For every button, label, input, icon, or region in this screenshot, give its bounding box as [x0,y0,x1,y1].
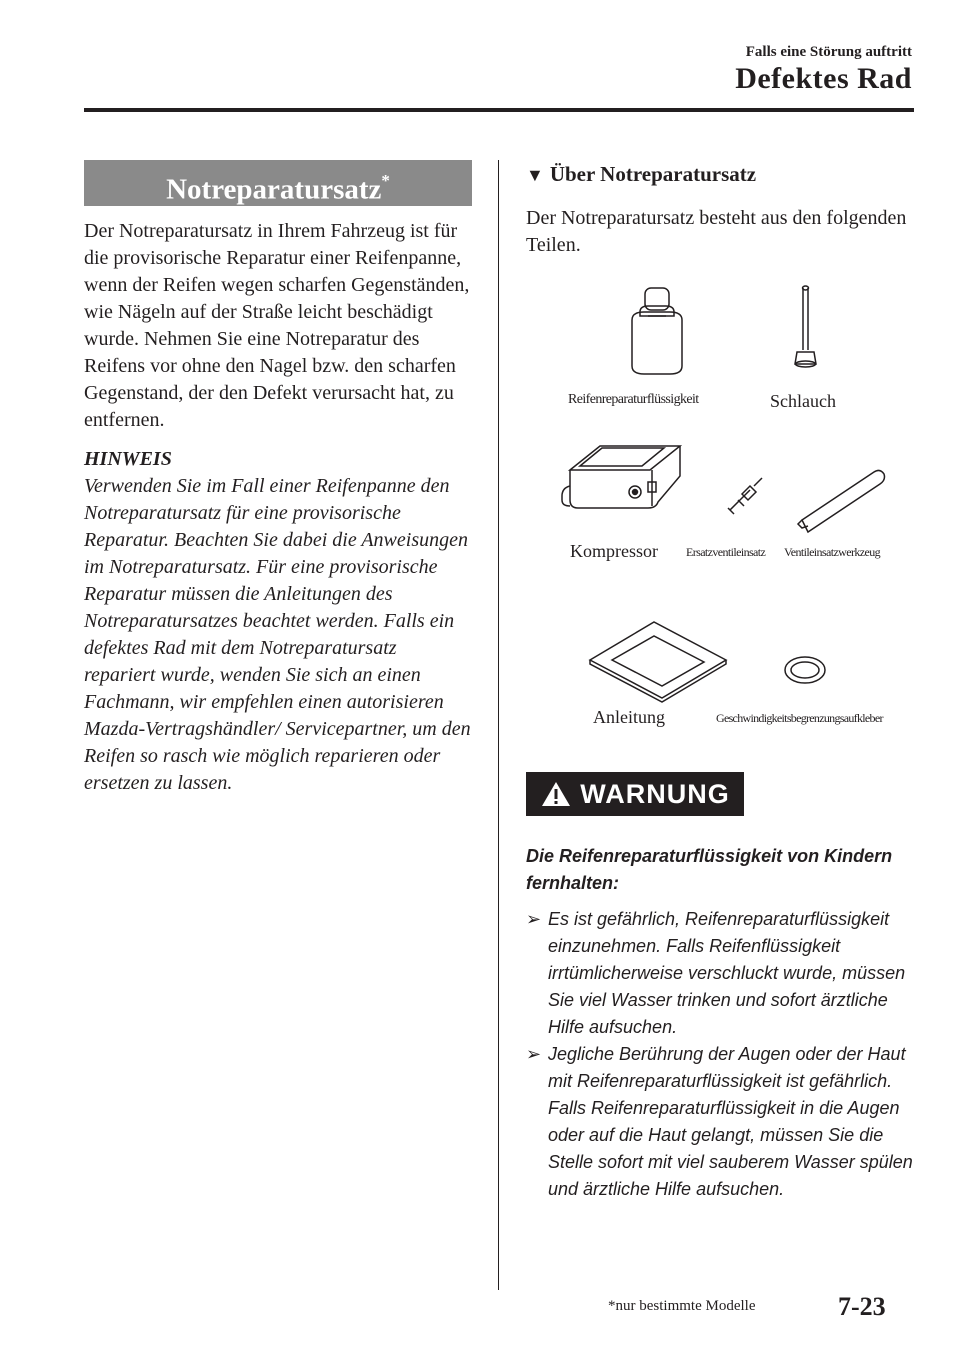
bottle-icon [632,288,682,374]
model-footnote-mark: * [381,171,390,190]
valve-core-icon [728,478,762,514]
warning-bullet [526,1041,920,1203]
section-title-text: Notreparatursatz [166,173,382,206]
part-label-hose: Schlauch [770,391,836,411]
note-text: Verwenden Sie im Fall einer Reifenpanne den Notreparatursatz für eine provisorische Reparatur. Beachten Sie dabei die Anweisungen im Notreparatursatz. Für eine provisorische Reparatur müssen die Anleitungen des Notreparatursatzes beachtet werden. Falls ein defektes Rad mit dem Notreparatursatz repariert wurde, wenden Sie sich an einen Fachmann, wir empfehlen einen autorisieren Mazda-Vertragshändler/ Servicepartner, um den Reifen so rasch wie möglich reparieren oder ersetzen zu lassen. [84,475,471,794]
sub-heading [526,160,918,189]
warning-heading: Die Reifenreparaturflüssigkeit von Kindern fernhalten: [526,846,893,893]
warning-triangle-icon [540,780,572,808]
part-label-valve-tool: Ventileinsatzwerkzeug [784,545,881,559]
note-block [84,446,472,797]
arrow-bullet-icon: ➢ [526,909,542,929]
part-label-compressor: Kompressor [570,541,658,561]
part-label-manual: Anleitung [593,707,665,727]
warning-banner [526,772,744,816]
warning-label: WARNUNG [580,778,730,809]
left-column [84,160,472,797]
sticker-icon [785,657,825,683]
warning-bullet-text: Jegliche Berührung der Augen oder der Haut mit Reifenreparaturflüssigkeit ist gefährlich. Falls Reifenreparaturflüssigkeit in die Augen oder auf die Haut gelangt, müssen Sie die Stelle sofort mit viel sauberem Wasser spülen und ärztliche Hilfe aufsuchen. [548,1044,913,1199]
right-column [526,160,918,271]
warning-bullets [526,906,920,1203]
warning-bullet-text: Es ist gefährlich, Reifenreparaturflüssigkeit einzunehmen. Falls Reifenflüssigkeit irrtümlicherweise verschluckt wurde, müssen Sie viel Wasser trinken und sofort ärztliche Hilfe aufsuchen. [548,909,906,1037]
note-heading: HINWEIS [84,448,172,470]
valve-tool-icon [798,470,885,532]
page-title: Defektes Rad [735,62,912,95]
chapter-title: Falls eine Störung auftritt [745,44,912,60]
sub-heading-text: Über Notreparatursatz [549,162,757,186]
column-divider [498,160,499,1290]
hose-icon [795,286,816,367]
part-label-valve-core: Ersatzventileinsatz [686,545,766,559]
triangle-down-icon: ▼ [526,165,544,185]
parts-illustration [540,280,920,740]
compressor-icon [562,446,680,508]
intro-paragraph: Der Notreparatursatz in Ihrem Fahrzeug ist für die provisorische Reparatur einer Reifenpanne, wenn der Reifen wegen scharfen Gegenständen, wie Nägeln auf der Straße leicht beschädigt wurde. Nehmen Sie eine Notreparatur des Reifens vor ohne den Nagel bzw. den scharfen Gegenstand, der den Defekt verursacht hat, zu entfernen. [84,220,470,431]
parts-drawing [540,280,920,740]
header-rule [84,108,914,112]
part-label-fluid: Reifenreparaturflüssigkeit [568,392,699,407]
footnote: *nur bestimmte Modelle [608,1298,756,1314]
part-label-sticker: Geschwindigkeitsbegrenzungsaufkleber [716,711,883,725]
warning-bullet [526,906,920,1041]
parts-intro: Der Notreparatursatz besteht aus den folgenden Teilen. [526,207,907,256]
manual-icon [590,622,726,702]
section-title [84,160,472,206]
page-number: 7-23 [838,1292,886,1321]
arrow-bullet-icon: ➢ [526,1044,542,1064]
